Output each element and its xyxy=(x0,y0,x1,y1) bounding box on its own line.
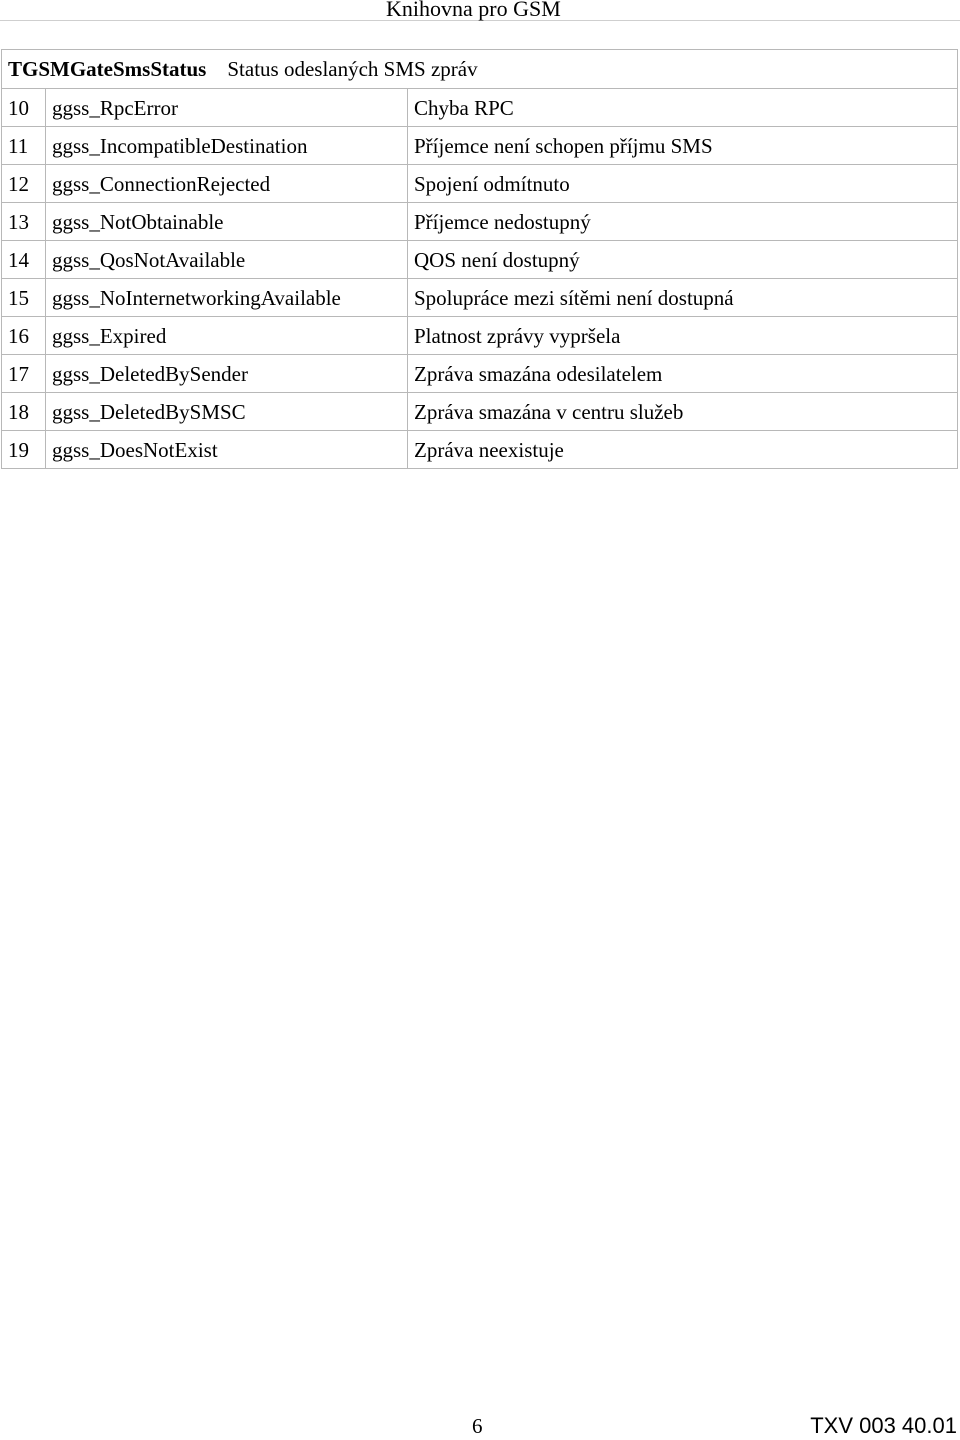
name-cell: ggss_ConnectionRejected xyxy=(46,165,408,203)
page-header xyxy=(0,0,960,21)
name-cell: ggss_Expired xyxy=(46,317,408,355)
description-cell: Zpráva smazána v centru služeb xyxy=(408,393,958,431)
table-row xyxy=(2,317,958,355)
name-cell: ggss_IncompatibleDestination xyxy=(46,127,408,165)
header-title: Knihovna pro GSM xyxy=(386,0,561,21)
page-footer xyxy=(0,1412,960,1440)
name-cell: ggss_DoesNotExist xyxy=(46,431,408,469)
table-title-row xyxy=(2,50,958,89)
table-title-cell xyxy=(2,50,958,89)
type-description: Status odeslaných SMS zpráv xyxy=(227,57,478,81)
description-cell: Příjemce nedostupný xyxy=(408,203,958,241)
table-row xyxy=(2,431,958,469)
code-cell: 17 xyxy=(2,355,46,393)
table-row xyxy=(2,355,958,393)
name-cell: ggss_NoInternetworkingAvailable xyxy=(46,279,408,317)
code-cell: 15 xyxy=(2,279,46,317)
name-cell: ggss_RpcError xyxy=(46,89,408,127)
table-row xyxy=(2,203,958,241)
table-row xyxy=(2,165,958,203)
description-cell: Zpráva neexistuje xyxy=(408,431,958,469)
code-cell: 16 xyxy=(2,317,46,355)
description-cell: Chyba RPC xyxy=(408,89,958,127)
name-cell: ggss_DeletedBySender xyxy=(46,355,408,393)
type-name: TGSMGateSmsStatus xyxy=(8,57,207,81)
code-cell: 12 xyxy=(2,165,46,203)
code-cell: 13 xyxy=(2,203,46,241)
page-number: 6 xyxy=(472,1414,483,1438)
code-cell: 14 xyxy=(2,241,46,279)
table-row xyxy=(2,279,958,317)
code-cell: 10 xyxy=(2,89,46,127)
table-row xyxy=(2,393,958,431)
description-cell: Příjemce není schopen příjmu SMS xyxy=(408,127,958,165)
description-cell: Spolupráce mezi sítěmi není dostupná xyxy=(408,279,958,317)
name-cell: ggss_NotObtainable xyxy=(46,203,408,241)
status-table xyxy=(1,49,958,469)
description-cell: Spojení odmítnuto xyxy=(408,165,958,203)
table-row xyxy=(2,89,958,127)
table-row xyxy=(2,127,958,165)
table-row xyxy=(2,241,958,279)
code-cell: 11 xyxy=(2,127,46,165)
name-cell: ggss_QosNotAvailable xyxy=(46,241,408,279)
document-id: TXV 003 40.01 xyxy=(810,1413,957,1438)
code-cell: 19 xyxy=(2,431,46,469)
name-cell: ggss_DeletedBySMSC xyxy=(46,393,408,431)
description-cell: Platnost zprávy vypršela xyxy=(408,317,958,355)
description-cell: Zpráva smazána odesilatelem xyxy=(408,355,958,393)
code-cell: 18 xyxy=(2,393,46,431)
description-cell: QOS není dostupný xyxy=(408,241,958,279)
